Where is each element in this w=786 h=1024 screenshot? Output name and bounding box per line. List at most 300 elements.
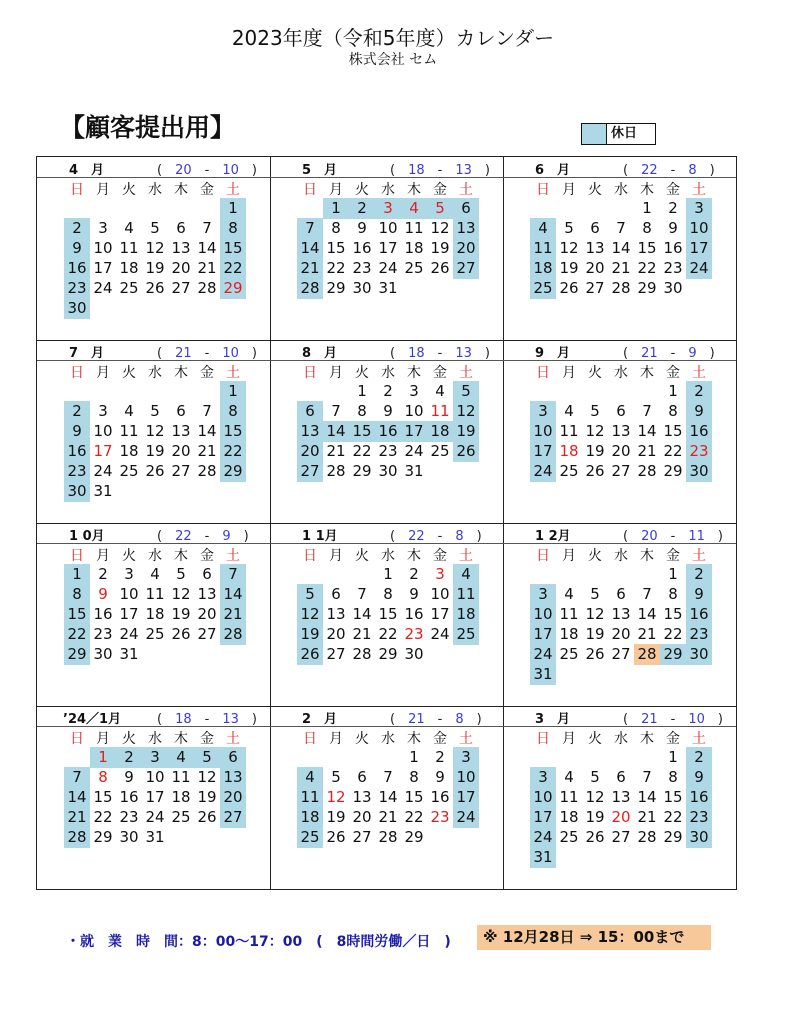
calendar-day: 1: [90, 747, 116, 768]
calendar-day: 25: [145, 625, 165, 643]
weekday-label: 日: [303, 365, 317, 381]
weekday-label: 火: [588, 182, 602, 198]
calendar-day: 24: [430, 625, 450, 643]
calendar-day: 19: [297, 624, 323, 645]
off-day-count: 13: [455, 163, 472, 178]
weekday-label: 金: [200, 548, 214, 564]
weekday-label: 水: [614, 731, 628, 747]
weekday-label: 火: [355, 548, 369, 564]
weekday-label: 土: [692, 365, 706, 381]
calendar-day: 2: [98, 565, 108, 583]
weekday-label: 水: [381, 182, 395, 198]
calendar-day: 4: [453, 564, 479, 585]
weekday-label: 土: [459, 548, 473, 564]
calendar-day: 14: [637, 788, 657, 806]
weekday-label: 木: [640, 548, 654, 564]
calendar-day: 20: [171, 259, 191, 277]
calendar-day: 25: [430, 442, 450, 460]
weekday-label: 金: [666, 365, 680, 381]
calendar-day: 1: [668, 565, 678, 583]
weekday-label: 金: [666, 731, 680, 747]
weekday-label: 日: [536, 548, 550, 564]
calendar-day: 3: [409, 382, 419, 400]
calendar-day: 8: [642, 219, 652, 237]
calendar-day: 3: [530, 767, 556, 788]
weekday-label: 火: [122, 548, 136, 564]
month-header: [37, 523, 270, 544]
calendar-day: 8: [331, 219, 341, 237]
calendar-day: 4: [564, 768, 574, 786]
calendar-day: 2: [64, 401, 90, 422]
weekday-label: 木: [174, 548, 188, 564]
weekday-label: 日: [536, 365, 550, 381]
calendar-day: 29: [637, 279, 657, 297]
weekday-label: 月: [329, 548, 343, 564]
month-label: 6 月: [535, 163, 571, 178]
calendar-day: 19: [559, 259, 579, 277]
calendar-day: 25: [119, 279, 139, 297]
calendar-day: 24: [378, 259, 398, 277]
month-label: 5 月: [302, 163, 338, 178]
calendar-day: 23: [64, 278, 90, 299]
calendar-day: 4: [435, 382, 445, 400]
calendar-day: 5: [331, 768, 341, 786]
calendar-day: 28: [297, 278, 323, 299]
calendar-day: 19: [326, 808, 346, 826]
working-day-count: 20: [175, 163, 192, 178]
calendar-day: 13: [611, 605, 631, 623]
calendar-day: 22: [404, 808, 424, 826]
calendar-day: 25: [119, 462, 139, 480]
calendar-day: 4: [150, 565, 160, 583]
calendar-day: 31: [530, 664, 556, 685]
calendar-day: 5: [194, 747, 220, 768]
calendar-day: 12: [145, 239, 165, 257]
calendar-day: 24: [119, 625, 139, 643]
calendar-day: 7: [297, 218, 323, 239]
calendar-day: 21: [637, 625, 657, 643]
weekday-label: 火: [588, 731, 602, 747]
calendar-day: 7: [331, 402, 341, 420]
month-label: 9 月: [535, 346, 571, 361]
calendar-day: 23: [64, 461, 90, 482]
weekday-label: 木: [640, 731, 654, 747]
weekday-label: 月: [96, 548, 110, 564]
weekday-label: 火: [122, 731, 136, 747]
calendar-day: 29: [326, 279, 346, 297]
calendar-day: 19: [585, 808, 605, 826]
calendar-day: 27: [220, 807, 246, 828]
calendar-day: 18: [453, 604, 479, 625]
calendar-day: 10: [378, 219, 398, 237]
working-day-count: 22: [175, 529, 192, 544]
calendar-day: 12: [585, 422, 605, 440]
calendar-day: 14: [352, 605, 372, 623]
month-label: ’24／1月: [63, 712, 122, 727]
calendar-day: 4: [564, 402, 574, 420]
calendar-day: 28: [637, 828, 657, 846]
calendar-day: 7: [220, 564, 246, 585]
calendar-day: 8: [383, 585, 393, 603]
calendar-day: 7: [616, 219, 626, 237]
month-block: [37, 157, 270, 340]
weekday-label: 金: [433, 548, 447, 564]
calendar-day: 3: [453, 747, 479, 768]
calendar-day: 21: [378, 808, 398, 826]
year-end-note: ※ 12月28日 ⇒ 15：00まで: [477, 925, 711, 950]
calendar-day: 6: [331, 585, 341, 603]
calendar-day: 27: [297, 461, 323, 482]
calendar-day: 30: [378, 462, 398, 480]
weekday-label: 土: [459, 365, 473, 381]
calendar-day: 6: [202, 565, 212, 583]
calendar-day: 7: [357, 585, 367, 603]
calendar-day: 15: [663, 422, 683, 440]
calendar-day: 29: [660, 644, 686, 665]
calendar-day: 15: [64, 604, 90, 625]
calendar-day: 28: [197, 462, 217, 480]
calendar-day: 12: [145, 422, 165, 440]
working-day-count: 22: [408, 529, 425, 544]
calendar-day: 9: [124, 768, 134, 786]
calendar-day: 16: [430, 788, 450, 806]
calendar-day: 8: [64, 584, 90, 605]
weekday-label: 月: [96, 182, 110, 198]
weekday-label: 金: [200, 365, 214, 381]
page-title: 2023年度（令和5年度）カレンダー: [231, 26, 555, 50]
working-day-count: 18: [408, 163, 425, 178]
calendar-day: 20: [585, 259, 605, 277]
calendar-day: 4: [401, 198, 427, 219]
calendar-day: 26: [145, 279, 165, 297]
calendar-day: 18: [559, 808, 579, 826]
calendar-day: 23: [686, 441, 712, 462]
weekday-label: 火: [122, 182, 136, 198]
calendar-day: 29: [352, 462, 372, 480]
calendar-day: 6: [220, 747, 246, 768]
calendar-day: 26: [197, 808, 217, 826]
calendar-day: 9: [686, 401, 712, 422]
calendar-day: 13: [220, 767, 246, 788]
calendar-day: 21: [297, 258, 323, 279]
weekday-label: 水: [381, 731, 395, 747]
calendar-day: 18: [119, 442, 139, 460]
calendar-day: 28: [64, 827, 90, 848]
calendar-day: 2: [686, 381, 712, 402]
weekday-label: 月: [562, 365, 576, 381]
weekday-label: 月: [562, 182, 576, 198]
work-off-day-count: ( 21 - 8 ): [390, 712, 482, 727]
calendar-day: 5: [176, 565, 186, 583]
calendar-day: 31: [404, 462, 424, 480]
working-day-count: 20: [641, 529, 658, 544]
calendar-day: 22: [93, 808, 113, 826]
calendar-day: 8: [220, 401, 246, 422]
calendar-day: 15: [326, 239, 346, 257]
calendar-day: 2: [668, 199, 678, 217]
working-day-count: 22: [641, 163, 658, 178]
calendar-day: 10: [404, 402, 424, 420]
calendar-day: 19: [171, 605, 191, 623]
calendar-day: 16: [119, 788, 139, 806]
off-day-count: 10: [222, 163, 239, 178]
calendar-day: 17: [401, 421, 427, 442]
calendar-day: 4: [564, 585, 574, 603]
calendar-day: 17: [378, 239, 398, 257]
off-day-count: 10: [222, 346, 239, 361]
calendar-day: 22: [352, 442, 372, 460]
weekday-label: 木: [174, 182, 188, 198]
calendar-day: 10: [145, 768, 165, 786]
calendar-day: 24: [453, 807, 479, 828]
calendar-day: 9: [668, 219, 678, 237]
calendar-day: 11: [559, 605, 579, 623]
calendar-day: 15: [378, 605, 398, 623]
calendar-day: 30: [64, 481, 90, 502]
calendar-day: 17: [453, 787, 479, 808]
off-day-count: 9: [688, 346, 697, 361]
calendar-day: 12: [197, 768, 217, 786]
month-block: [503, 523, 736, 706]
weekday-label: 日: [303, 182, 317, 198]
calendar-day: 30: [686, 827, 712, 848]
working-hours-text: ・就 業 時 間：8：00～17：00 ( 8時間労働／日 ): [66, 934, 451, 950]
calendar-day: 9: [64, 238, 90, 259]
calendar-day: 25: [559, 645, 579, 663]
work-off-day-count: ( 22 - 8 ): [623, 163, 715, 178]
calendar-day: 30: [64, 298, 90, 319]
calendar-day: 20: [220, 787, 246, 808]
work-off-day-count: ( 21 - 10 ): [157, 346, 257, 361]
calendar-day: 17: [430, 605, 450, 623]
calendar-day: 13: [326, 605, 346, 623]
weekday-label: 木: [407, 731, 421, 747]
calendar-day: 18: [427, 421, 453, 442]
month-header: [37, 706, 270, 727]
calendar-day: 21: [197, 442, 217, 460]
calendar-day: 23: [404, 625, 424, 643]
month-block: [37, 340, 270, 523]
calendar-day: 23: [93, 625, 113, 643]
working-day-count: 18: [408, 346, 425, 361]
calendar-day: 18: [297, 807, 323, 828]
calendar-day: 10: [453, 767, 479, 788]
holiday-color-swatch: [582, 124, 607, 144]
calendar-day: 26: [430, 259, 450, 277]
month-block: [270, 523, 503, 706]
weekday-label: 金: [200, 731, 214, 747]
calendar-day: 28: [637, 462, 657, 480]
calendar-day: 26: [453, 441, 479, 462]
calendar-day: 16: [686, 421, 712, 442]
calendar-day: 26: [171, 625, 191, 643]
calendar-day: 2: [383, 382, 393, 400]
calendar-day: 31: [530, 847, 556, 868]
calendar-day: 18: [530, 258, 556, 279]
calendar-day: 19: [585, 442, 605, 460]
calendar-day: 23: [430, 808, 450, 826]
off-day-count: 8: [455, 712, 464, 727]
calendar-day: 17: [93, 259, 113, 277]
calendar-day: 30: [93, 645, 113, 663]
calendar-day: 27: [453, 258, 479, 279]
calendar-day: 7: [642, 585, 652, 603]
calendar-day: 17: [686, 238, 712, 259]
calendar-day: 17: [530, 624, 556, 645]
calendar-day: 5: [427, 198, 453, 219]
calendar-day: 8: [668, 585, 678, 603]
calendar-day: 3: [435, 565, 445, 583]
calendar-day: 23: [378, 442, 398, 460]
calendar-day: 24: [93, 462, 113, 480]
calendar-day: 26: [559, 279, 579, 297]
calendar-day: 6: [453, 198, 479, 219]
working-day-count: 18: [175, 712, 192, 727]
weekday-label: 土: [226, 365, 240, 381]
calendar-day: 2: [64, 218, 90, 239]
calendar-day: 5: [150, 402, 160, 420]
calendar-day: 16: [686, 787, 712, 808]
calendar-day: 7: [202, 219, 212, 237]
weekday-label: 水: [148, 182, 162, 198]
calendar-day: 4: [124, 402, 134, 420]
calendar-day: 14: [637, 605, 657, 623]
calendar-day: 25: [297, 827, 323, 848]
calendar-day: 1: [357, 382, 367, 400]
calendar-day: 23: [352, 259, 372, 277]
calendar-day: 5: [590, 768, 600, 786]
work-off-day-count: ( 21 - 9 ): [623, 346, 715, 361]
calendar-day: 16: [375, 421, 401, 442]
calendar-day: 12: [297, 604, 323, 625]
weekday-label: 火: [355, 365, 369, 381]
calendar-day: 11: [119, 239, 139, 257]
calendar-day: 27: [611, 645, 631, 663]
weekday-label: 金: [433, 731, 447, 747]
calendar-day: 29: [220, 278, 246, 299]
calendar-day: 8: [220, 218, 246, 239]
calendar-day: 8: [357, 402, 367, 420]
calendar-grid: [36, 156, 737, 890]
month-header: [270, 340, 503, 361]
weekday-label: 土: [692, 548, 706, 564]
calendar-day: 21: [637, 442, 657, 460]
calendar-day: 29: [93, 828, 113, 846]
calendar-day: 8: [668, 402, 678, 420]
weekday-label: 木: [407, 182, 421, 198]
calendar-day: 5: [590, 402, 600, 420]
calendar-day: 30: [686, 461, 712, 482]
calendar-day: 2: [349, 198, 375, 219]
calendar-day: 10: [430, 585, 450, 603]
calendar-day: 5: [453, 381, 479, 402]
calendar-day: 9: [686, 767, 712, 788]
weekday-label: 月: [329, 731, 343, 747]
calendar-day: 13: [611, 422, 631, 440]
calendar-day: 15: [220, 238, 246, 259]
calendar-day: 29: [663, 828, 683, 846]
calendar-day: 22: [663, 625, 683, 643]
weekday-label: 火: [355, 731, 369, 747]
calendar-day: 30: [663, 279, 683, 297]
calendar-day: 9: [383, 402, 393, 420]
calendar-day: 7: [202, 402, 212, 420]
month-header: [270, 523, 503, 544]
month-header: [503, 523, 736, 544]
calendar-day: 28: [352, 645, 372, 663]
month-header: [503, 157, 736, 178]
work-off-day-count: ( 20 - 10 ): [157, 163, 257, 178]
calendar-day: 12: [559, 239, 579, 257]
calendar-day: 28: [197, 279, 217, 297]
calendar-day: 27: [585, 279, 605, 297]
calendar-day: 15: [404, 788, 424, 806]
calendar-day: 17: [530, 441, 556, 462]
weekday-label: 月: [96, 365, 110, 381]
off-day-count: 11: [688, 529, 705, 544]
company-name: 株式会社 セム: [348, 52, 438, 68]
month-label: 3 月: [535, 712, 571, 727]
weekday-label: 金: [200, 182, 214, 198]
weekday-label: 木: [174, 365, 188, 381]
calendar-day: 25: [453, 624, 479, 645]
calendar-day: 5: [564, 219, 574, 237]
calendar-day: 26: [585, 462, 605, 480]
weekday-label: 土: [459, 731, 473, 747]
weekday-label: 金: [433, 365, 447, 381]
calendar-day: 14: [220, 584, 246, 605]
working-day-count: 21: [641, 712, 658, 727]
calendar-day: 13: [585, 239, 605, 257]
weekday-label: 水: [148, 548, 162, 564]
calendar-day: 20: [171, 442, 191, 460]
calendar-day: 14: [197, 422, 217, 440]
weekday-label: 日: [70, 182, 84, 198]
calendar-day: 7: [64, 767, 90, 788]
calendar-day: 27: [171, 462, 191, 480]
calendar-day: 19: [197, 788, 217, 806]
calendar-day: 24: [93, 279, 113, 297]
weekday-label: 土: [692, 731, 706, 747]
calendar-day: 6: [616, 402, 626, 420]
calendar-day: 4: [530, 218, 556, 239]
calendar-day: 18: [171, 788, 191, 806]
calendar-day: 10: [119, 585, 139, 603]
calendar-day: 25: [404, 259, 424, 277]
calendar-day: 13: [297, 421, 323, 442]
calendar-day: 1: [668, 382, 678, 400]
calendar-day: 16: [64, 258, 90, 279]
calendar-day: 24: [686, 258, 712, 279]
calendar-day: 1: [220, 381, 246, 402]
calendar-day: 3: [686, 198, 712, 219]
calendar-day: 13: [197, 585, 217, 603]
calendar-day: 20: [611, 625, 631, 643]
calendar-day: 24: [404, 442, 424, 460]
holiday-legend: [581, 123, 656, 145]
weekday-label: 金: [433, 182, 447, 198]
work-off-day-count: ( 22 - 9 ): [157, 529, 249, 544]
calendar-day: 14: [64, 787, 90, 808]
weekday-label: 月: [329, 182, 343, 198]
calendar-day: 22: [220, 258, 246, 279]
calendar-day: 20: [453, 238, 479, 259]
weekday-label: 火: [355, 182, 369, 198]
calendar-day: 16: [663, 239, 683, 257]
month-block: [270, 340, 503, 523]
calendar-day: 18: [559, 442, 579, 460]
calendar-day: 16: [64, 441, 90, 462]
